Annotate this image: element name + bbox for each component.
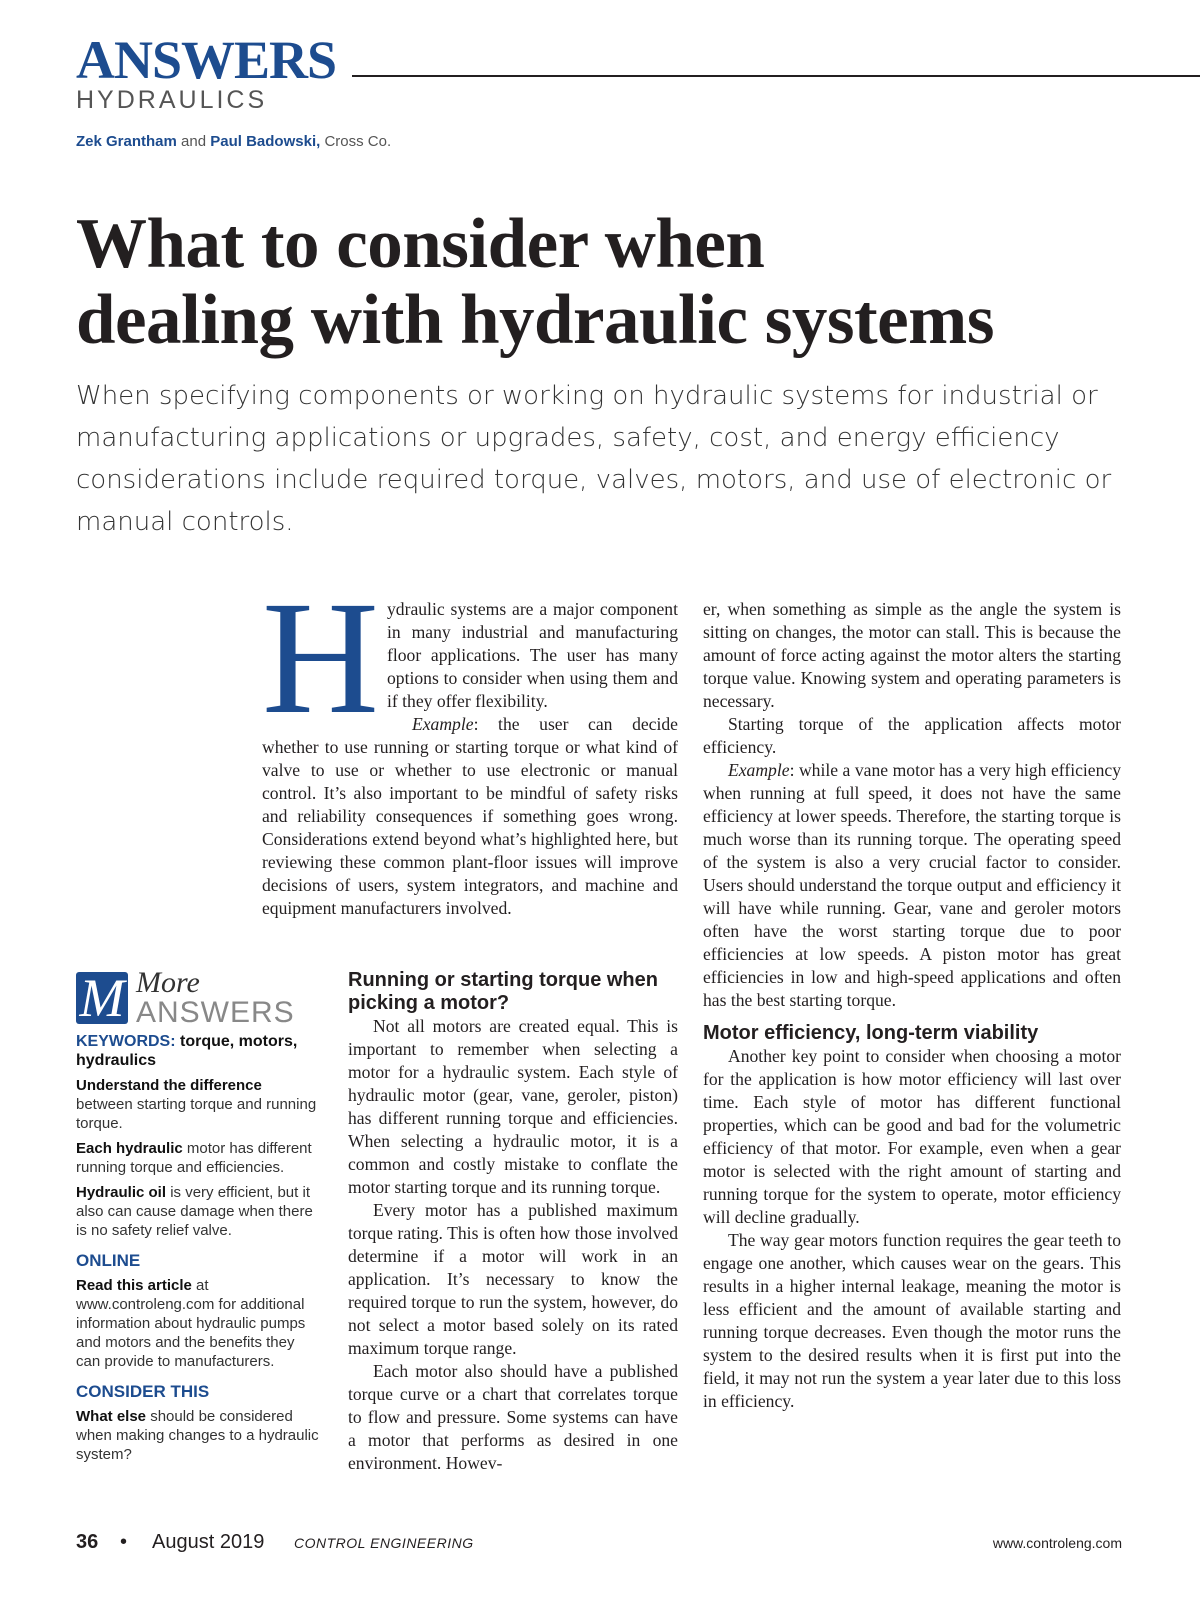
logo-answers-text: ANSWERS — [136, 996, 295, 1029]
more-answers-logo — [76, 968, 322, 1032]
page-footer — [76, 1531, 1122, 1557]
body-paragraph: Not all motors are created equal. This is important to remember when selecting a motor for a hydraulic system. Each style of hydraulic motor (gear, vane, geroler, piston) has different running torque and efficiencies. When selecting a hydraulic motor, it is a common and costly mistake to conflate the motor starting torque and its running torque. — [348, 1016, 678, 1197]
article-headline — [76, 206, 1186, 358]
sidebar-item: Hydraulic oil is very efficient, but it also can cause damage when there is no safety relief valve. — [76, 1184, 313, 1239]
body-paragraph: Example: the user can decide whether to use running or starting torque or what kind of valve to use or whether to use electronic or manual control. It’s also important to be mindful of safety risks and reliability consequences if something goes wrong. Considerations extend beyond what’s highlighted here, but reviewing these common plant-floor issues will improve decisions of users, system integrators, and machine and equipment manufacturers involved. — [262, 714, 678, 918]
body-paragraph: Starting torque of the application affects motor efficiency. — [703, 714, 1121, 757]
author-name: Zek Grantham — [76, 133, 177, 150]
headline-line: dealing with hydraulic systems — [76, 281, 994, 359]
body-column-middle — [348, 969, 678, 1475]
sidebar-item: Understand the difference between starting torque and running torque. — [76, 1077, 317, 1132]
header-rule — [352, 75, 1200, 77]
sidebar-online-heading: ONLINE — [76, 1251, 141, 1270]
drop-cap: H — [262, 569, 379, 748]
issue-date: August 2019 — [152, 1531, 265, 1553]
sidebar-online-text: Read this article at www.controleng.com for additional information about hydraulic pumps and motors and the benefits they can provide to manufacturers. — [76, 1277, 306, 1370]
subhead-running-torque: Running or starting torque when picking a motor? — [348, 969, 658, 1014]
section-subtitle: HYDRAULICS — [76, 86, 268, 114]
sidebar-consider-heading: CONSIDER THIS — [76, 1382, 210, 1401]
author-company: Cross Co. — [324, 133, 392, 150]
body-paragraph: The way gear motors function requires the gear teeth to engage one another, which causes wear on the gears. This results in a higher internal leakage, meaning the motor is less efficient and the amount of available starting and running torque decreases. Even though the motor runs the system to the desired results when it is first put into the field, it may not run the system a year later due to this loss in efficiency. — [703, 1230, 1121, 1411]
footer-url[interactable]: www.controleng.com — [992, 1535, 1122, 1551]
body-paragraph: er, when something as simple as the angle the system is sitting on changes, the motor can stall. This is because the amount of force acting against the motor alters the starting torque value. Knowing system and operating parameters is necessary. — [703, 599, 1121, 711]
body-paragraph: Another key point to consider when choosing a motor for the application is how motor efficiency will last over time. Each style of motor has different functional properties, which can be good and bad for the volumetric efficiency of that motor. For example, even when a gear motor is selected with the right amount of starting and running torque for the system to operate, motor efficiency will decline gradually. — [703, 1046, 1121, 1227]
magazine-name: CONTROL ENGINEERING — [294, 1535, 474, 1551]
author-name: Paul Badowski, — [210, 133, 321, 150]
byline-and: and — [181, 133, 207, 150]
byline — [76, 132, 391, 152]
keywords: KEYWORDS: torque, motors, hydraulics — [76, 1033, 298, 1069]
article-deck: When specifying components or working on hydraulic systems for industrial or manufacturing applications or upgrades, safety, cost, and energy efficiency considerations include required torque, valves, motors, and use of electronic or manual controls. — [76, 381, 1112, 537]
body-paragraph: Hydraulic systems are a major component in many industrial and manufacturing floor applications. The user has many options to consider when using them and if they offer flexibility. — [262, 569, 678, 748]
body-paragraph: Each motor also should have a published torque curve or a chart that correlates torque to flow and pressure. Some systems can have a motor that performs as desired in one environment. Howev- — [348, 1361, 678, 1473]
body-paragraph: Every motor has a published maximum torque rating. This is often how those involved determine if a motor will work in an application. It’s necessary to know the required torque to run the system, however, do not select a motor based solely on its rated maximum torque range. — [348, 1200, 678, 1358]
body-paragraph: Example: while a vane motor has a very high efficiency when running at full speed, it does not have the same efficiency at lower speeds. Therefore, the starting torque is much worse than its running torque. The operating speed of the system is also a very crucial factor to consider. Users should understand the torque output and efficiency it will have while running. Gear, vane and geroler motors often have the worst starting torque due to poor efficiencies at low speeds. A piston motor has great efficiencies in low and high-speed applications and often has the best starting torque. — [703, 760, 1121, 1010]
body-column-right — [703, 598, 1121, 1413]
section-title: ANSWERS — [76, 30, 337, 90]
footer-bullet: • — [120, 1531, 128, 1553]
logo-more-text: More — [136, 966, 200, 999]
sidebar-consider-text: What else should be considered when making changes to a hydraulic system? — [76, 1408, 319, 1463]
headline-line: What to consider when — [76, 205, 765, 283]
body-column-intro — [262, 569, 678, 920]
sidebar-item: Each hydraulic motor has different running torque and efficiencies. — [76, 1140, 312, 1176]
page-number: 36 — [76, 1531, 99, 1553]
more-answers-sidebar — [76, 968, 322, 1470]
subhead-motor-efficiency: Motor efficiency, long-term viability — [703, 1022, 1039, 1044]
m-badge-icon: M — [76, 972, 128, 1024]
